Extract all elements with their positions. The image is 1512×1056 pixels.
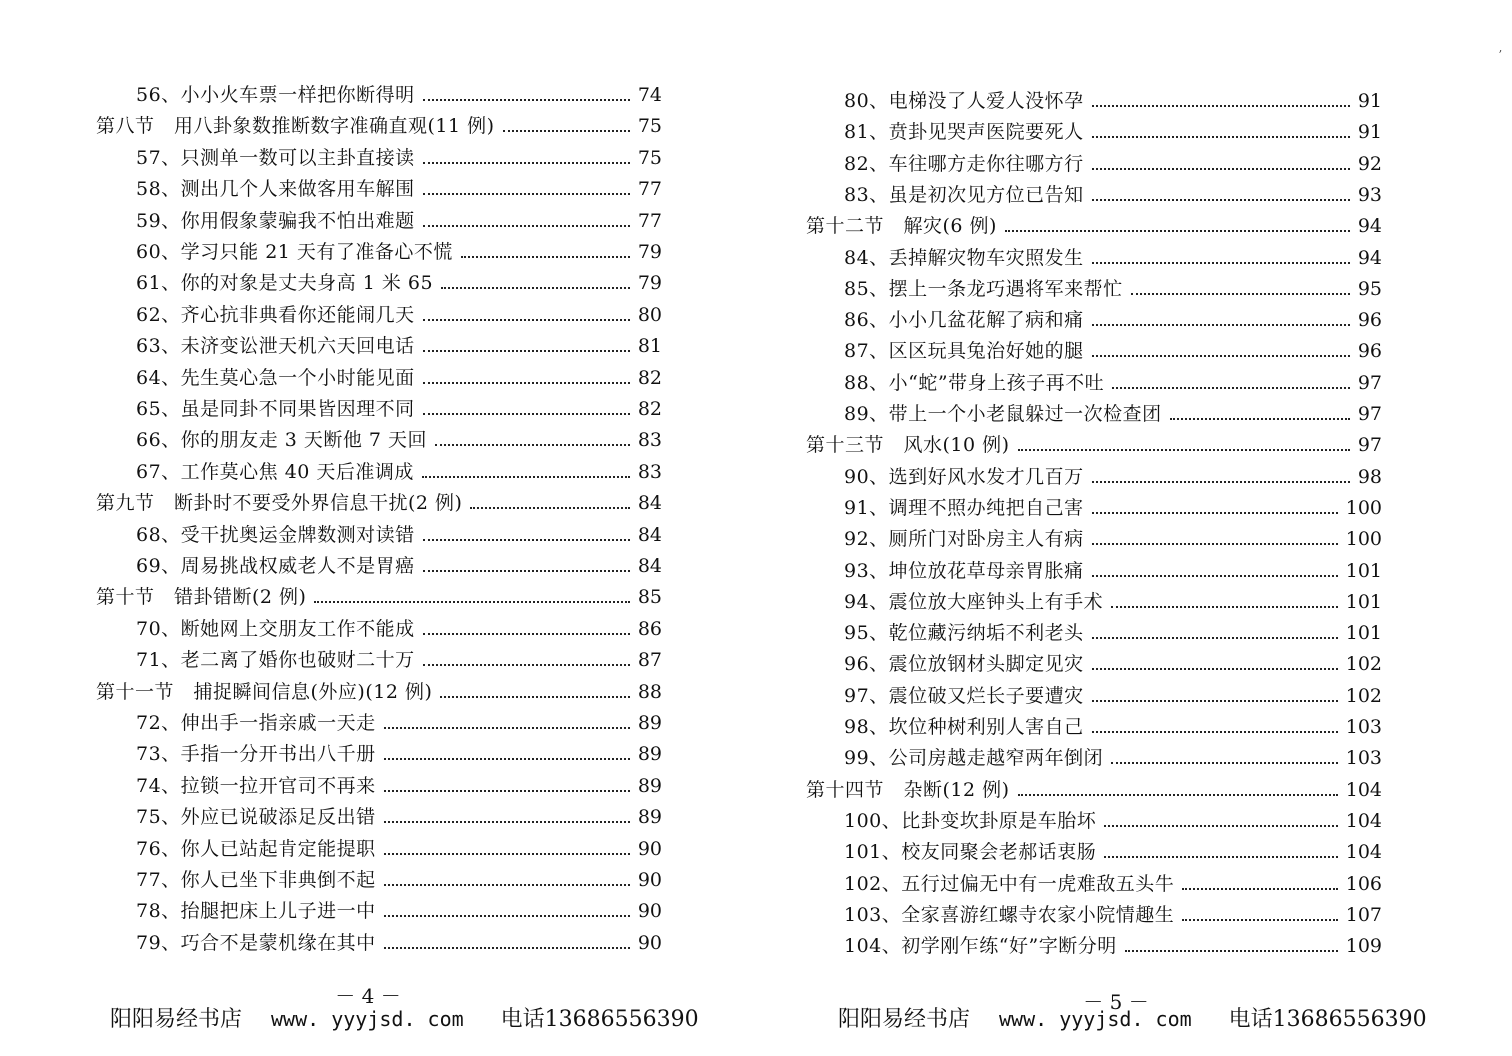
toc-entry-page: 94 bbox=[1357, 246, 1382, 269]
toc-entry bbox=[844, 933, 1382, 959]
toc-entry-title: 97、震位破又烂长子要遭灾 bbox=[844, 684, 1084, 707]
toc-entry-page: 94 bbox=[1357, 215, 1382, 238]
toc-entry-page: 103 bbox=[1345, 747, 1382, 770]
toc-entry-title: 第八节 用八卦象数推断数字准确直观(11 例) bbox=[96, 115, 495, 138]
dot-leader bbox=[1182, 917, 1337, 921]
toc-entry-page: 90 bbox=[637, 869, 662, 891]
toc-entry bbox=[844, 307, 1382, 333]
dot-leader bbox=[1092, 698, 1338, 702]
toc-entry-title: 102、五行过偏无中有一虎难敌五头牛 bbox=[844, 872, 1175, 895]
dot-leader bbox=[1182, 886, 1337, 890]
toc-entry bbox=[844, 871, 1382, 897]
toc-entry bbox=[136, 302, 662, 328]
toc-entry-page: 90 bbox=[637, 931, 662, 954]
toc-entry-page: 80 bbox=[637, 303, 662, 326]
toc-entry-title: 90、选到好风水发才几百万 bbox=[844, 465, 1084, 488]
toc-entry bbox=[844, 683, 1382, 709]
dot-leader bbox=[1092, 635, 1338, 639]
footer-phone: 电话13686556390 bbox=[500, 1007, 699, 1032]
toc-entry-page: 109 bbox=[1345, 935, 1382, 958]
dot-leader bbox=[1131, 291, 1350, 295]
toc-entry-page: 79 bbox=[637, 272, 662, 295]
toc-entry-title: 82、车往哪方走你往哪方行 bbox=[844, 152, 1084, 175]
footer-shop-name: 阳阳易经书店 bbox=[838, 1007, 971, 1032]
toc-entry-title: 第十节 错卦错断(2 例) bbox=[96, 586, 307, 609]
toc-entry-title: 61、你的对象是丈夫身高 1 米 65 bbox=[136, 272, 434, 295]
dot-leader bbox=[423, 411, 630, 415]
toc-entry bbox=[136, 867, 662, 893]
dot-leader bbox=[422, 474, 630, 478]
toc-entry bbox=[844, 495, 1382, 521]
page-number-right: － 5 － bbox=[1083, 990, 1149, 1014]
toc-entry bbox=[136, 710, 662, 736]
toc-entry-page: 74 bbox=[637, 84, 662, 106]
toc-entry bbox=[136, 773, 662, 799]
toc-entry-title: 104、初学刚乍练“好”字断分明 bbox=[844, 935, 1117, 958]
footer-website: www. yyyjsd. com bbox=[999, 1007, 1192, 1031]
toc-entry-page: 91 bbox=[1357, 90, 1382, 112]
dot-leader bbox=[1170, 416, 1350, 420]
toc-entry-title: 74、拉锁一拉开官司不再来 bbox=[136, 774, 376, 797]
dot-leader bbox=[423, 317, 630, 321]
footer-phone: 电话13686556390 bbox=[1228, 1007, 1427, 1032]
toc-entry bbox=[136, 898, 662, 924]
toc-entry-page: 93 bbox=[1357, 183, 1382, 206]
page-number-left: － 4 － bbox=[335, 984, 401, 1008]
right-page bbox=[756, 0, 1512, 1056]
toc-entry-title: 78、抬腿把床上儿子进一中 bbox=[136, 900, 376, 923]
footer-right bbox=[838, 1002, 1427, 1033]
toc-entry bbox=[844, 589, 1382, 615]
toc-entry bbox=[136, 741, 662, 767]
footer-shop-name: 阳阳易经书店 bbox=[110, 1007, 243, 1032]
dot-leader bbox=[1092, 666, 1338, 670]
dot-leader bbox=[441, 285, 630, 289]
toc-entry-page: 104 bbox=[1345, 841, 1382, 864]
dot-leader bbox=[384, 913, 630, 917]
toc-entry-title: 100、比卦变坎卦原是车胎坏 bbox=[844, 809, 1097, 832]
dot-leader bbox=[1112, 385, 1350, 389]
toc-entry-title: 第十一节 捕捉瞬间信息(外应)(12 例) bbox=[96, 680, 433, 703]
toc-entry-page: 81 bbox=[637, 335, 662, 358]
toc-entry-title: 86、小小几盆花解了病和痛 bbox=[844, 309, 1084, 332]
toc-entry bbox=[136, 145, 662, 171]
toc-entry-page: 84 bbox=[637, 492, 662, 515]
dot-leader bbox=[423, 631, 630, 635]
dot-leader bbox=[384, 756, 630, 760]
toc-entry-page: 83 bbox=[637, 429, 662, 452]
dot-leader bbox=[423, 191, 630, 195]
toc-entry bbox=[136, 427, 662, 453]
toc-entry-page: 97 bbox=[1357, 434, 1382, 457]
toc-entry bbox=[136, 208, 662, 234]
toc-entry-page: 102 bbox=[1345, 684, 1382, 707]
toc-entry bbox=[136, 459, 662, 485]
toc-entry-title: 第九节 断卦时不要受外界信息干扰(2 例) bbox=[96, 492, 463, 515]
toc-entry bbox=[844, 276, 1382, 302]
toc-entry bbox=[136, 804, 662, 830]
toc-entry-page: 87 bbox=[637, 649, 662, 672]
dot-leader bbox=[1018, 447, 1350, 451]
toc-entry-title: 68、受干扰奥运金牌数测对读错 bbox=[136, 523, 415, 546]
dot-leader bbox=[423, 223, 630, 227]
dot-leader bbox=[1104, 823, 1337, 827]
toc-entry-title: 第十二节 解灾(6 例) bbox=[806, 215, 997, 238]
dot-leader bbox=[384, 819, 630, 823]
toc-entry bbox=[136, 930, 662, 956]
toc-entry-title: 80、电梯没了人爱人没怀孕 bbox=[844, 90, 1084, 112]
dot-leader bbox=[470, 505, 629, 509]
toc-entry-page: 89 bbox=[637, 806, 662, 829]
dot-leader bbox=[1092, 134, 1350, 138]
toc-section-heading bbox=[806, 213, 1382, 239]
toc-entry-page: 100 bbox=[1345, 496, 1382, 519]
toc-entry-page: 100 bbox=[1345, 528, 1382, 551]
dot-leader bbox=[1092, 479, 1350, 483]
toc-entry bbox=[136, 239, 662, 265]
toc-entry-page: 79 bbox=[637, 241, 662, 263]
toc-entry bbox=[844, 88, 1382, 114]
dot-leader bbox=[423, 568, 630, 572]
toc-entry-title: 59、你用假象蒙骗我不怕出难题 bbox=[136, 209, 415, 232]
toc-entry-page: 84 bbox=[637, 523, 662, 546]
toc-entry-title: 63、未济变讼泄天机六天回电话 bbox=[136, 335, 415, 358]
dot-leader bbox=[435, 442, 630, 446]
toc-entry-page: 82 bbox=[637, 398, 662, 420]
dot-leader bbox=[1092, 729, 1338, 733]
toc-entry bbox=[844, 338, 1382, 364]
toc-entry-title: 93、坤位放花草母亲胃胀痛 bbox=[844, 559, 1084, 582]
dot-leader bbox=[1092, 166, 1350, 170]
dot-leader bbox=[1092, 197, 1350, 201]
footer-website: www. yyyjsd. com bbox=[271, 1007, 464, 1031]
toc-entry-page: 75 bbox=[637, 146, 662, 169]
toc-entry-page: 89 bbox=[637, 774, 662, 797]
toc-entry-title: 83、虽是初次见方位已告知 bbox=[844, 183, 1084, 206]
toc-entry bbox=[844, 119, 1382, 145]
dot-leader bbox=[1092, 103, 1350, 107]
toc-entry-page: 82 bbox=[637, 366, 662, 389]
toc-entry-title: 58、测出几个人来做客用车解围 bbox=[136, 178, 415, 201]
toc-entry-page: 101 bbox=[1345, 622, 1382, 645]
toc-entry-title: 69、周易挑战权威老人不是胃癌 bbox=[136, 555, 415, 577]
toc-entry-page: 95 bbox=[1357, 277, 1382, 300]
toc-entry-title: 第十三节 风水(10 例) bbox=[806, 434, 1010, 457]
toc-entry-title: 96、震位放钢材头脚定见灾 bbox=[844, 653, 1084, 676]
toc-entry bbox=[136, 396, 662, 422]
dot-leader bbox=[1018, 792, 1338, 796]
toc-entry-title: 57、只测单一数可以主卦直接读 bbox=[136, 146, 415, 169]
dot-leader bbox=[384, 945, 630, 949]
toc-entry-title: 87、区区玩具兔治好她的腿 bbox=[844, 340, 1084, 363]
toc-entry bbox=[136, 82, 662, 108]
toc-entry-title: 76、你人已站起肯定能提职 bbox=[136, 837, 376, 860]
toc-entry bbox=[136, 616, 662, 642]
toc-entry-page: 106 bbox=[1345, 872, 1382, 895]
dot-leader bbox=[314, 599, 629, 603]
toc-entry-title: 98、坎位种树利别人害自己 bbox=[844, 716, 1084, 738]
dot-leader bbox=[1092, 573, 1338, 577]
toc-entry-title: 92、厕所门对卧房主人有病 bbox=[844, 528, 1084, 551]
toc-entry bbox=[136, 553, 662, 579]
toc-entry bbox=[844, 902, 1382, 928]
toc-entry-page: 92 bbox=[1357, 152, 1382, 175]
dot-leader bbox=[1125, 948, 1338, 952]
toc-entry-page: 103 bbox=[1345, 716, 1382, 738]
toc-entry-page: 104 bbox=[1345, 809, 1382, 832]
toc-entry-title: 81、贲卦见哭声医院要死人 bbox=[844, 121, 1084, 144]
toc-entry-page: 77 bbox=[637, 209, 662, 232]
toc-entry-title: 56、小小火车票一样把你断得明 bbox=[136, 84, 415, 106]
dot-leader bbox=[423, 662, 630, 666]
toc-entry bbox=[136, 836, 662, 862]
toc-entry-page: 89 bbox=[637, 712, 662, 734]
toc-entry-title: 101、校友同聚会老郝话衷肠 bbox=[844, 841, 1097, 864]
toc-entry-page: 84 bbox=[637, 555, 662, 577]
dot-leader bbox=[440, 694, 629, 698]
toc-entry-page: 107 bbox=[1345, 903, 1382, 926]
toc-entry-page: 77 bbox=[637, 178, 662, 201]
toc-entry-title: 103、全家喜游红螺寺农家小院情趣生 bbox=[844, 903, 1175, 926]
toc-entry bbox=[136, 647, 662, 673]
toc-section-heading bbox=[96, 584, 662, 610]
toc-entry-title: 89、带上一个小老鼠躲过一次检查团 bbox=[844, 403, 1162, 425]
toc-entry bbox=[136, 365, 662, 391]
toc-entry bbox=[844, 808, 1382, 834]
toc-entry-title: 62、齐心抗非典看你还能闹几天 bbox=[136, 303, 415, 326]
toc-entry-page: 101 bbox=[1345, 590, 1382, 613]
dot-leader bbox=[1092, 510, 1338, 514]
dot-leader bbox=[461, 254, 630, 258]
toc-entry bbox=[844, 620, 1382, 646]
toc-entry-page: 86 bbox=[637, 617, 662, 640]
footer-left bbox=[110, 1002, 699, 1033]
toc-entry-title: 77、你人已坐下非典倒不起 bbox=[136, 869, 376, 891]
toc-entry-page: 102 bbox=[1345, 653, 1382, 676]
dot-leader bbox=[1092, 322, 1350, 326]
right-toc bbox=[756, 0, 1512, 1056]
toc-entry bbox=[844, 151, 1382, 177]
dot-leader bbox=[1092, 260, 1350, 264]
toc-entry bbox=[844, 558, 1382, 584]
toc-entry bbox=[136, 176, 662, 202]
toc-entry-title: 84、丢掉解灾物车灾照发生 bbox=[844, 246, 1084, 269]
toc-entry-page: 96 bbox=[1357, 309, 1382, 332]
toc-entry-title: 88、小“蛇”带身上孩子再不吐 bbox=[844, 371, 1105, 394]
toc-entry-title: 85、摆上一条龙巧遇将军来帮忙 bbox=[844, 277, 1123, 300]
toc-section-heading bbox=[96, 679, 662, 705]
toc-entry-page: 89 bbox=[637, 743, 662, 766]
toc-entry-title: 64、先生莫心急一个小时能见面 bbox=[136, 366, 415, 389]
toc-entry-title: 65、虽是同卦不同果皆因理不同 bbox=[136, 398, 415, 420]
dot-leader bbox=[1111, 604, 1338, 608]
toc-entry-page: 97 bbox=[1357, 403, 1382, 425]
toc-entry-page: 90 bbox=[637, 900, 662, 923]
toc-entry bbox=[136, 522, 662, 548]
toc-entry-title: 95、乾位藏污纳垢不利老头 bbox=[844, 622, 1084, 645]
toc-entry-page: 85 bbox=[637, 586, 662, 609]
toc-section-heading bbox=[806, 432, 1382, 458]
dot-leader bbox=[423, 97, 630, 101]
toc-section-heading bbox=[96, 490, 662, 516]
toc-entry bbox=[844, 714, 1382, 740]
toc-entry bbox=[136, 270, 662, 296]
toc-entry-title: 79、巧合不是蒙机缘在其中 bbox=[136, 931, 376, 954]
toc-entry bbox=[844, 464, 1382, 490]
toc-entry-title: 73、手指一分开书出八千册 bbox=[136, 743, 376, 766]
toc-entry bbox=[844, 839, 1382, 865]
dot-leader bbox=[384, 725, 630, 729]
dot-leader bbox=[503, 128, 630, 132]
toc-entry-page: 91 bbox=[1357, 121, 1382, 144]
dot-leader bbox=[384, 788, 630, 792]
dot-leader bbox=[423, 348, 630, 352]
toc-entry-page: 90 bbox=[637, 837, 662, 860]
toc-entry-title: 60、学习只能 21 天有了准备心不慌 bbox=[136, 241, 453, 263]
toc-entry-page: 83 bbox=[637, 460, 662, 483]
toc-entry-title: 94、震位放大座钟头上有手术 bbox=[844, 590, 1104, 613]
toc-entry bbox=[844, 370, 1382, 396]
toc-entry-title: 71、老二离了婚你也破财二十万 bbox=[136, 649, 415, 672]
toc-entry-title: 第十四节 杂断(12 例) bbox=[806, 778, 1010, 801]
toc-section-heading bbox=[806, 777, 1382, 803]
scan-artifact: ʼ bbox=[1498, 48, 1502, 62]
toc-entry-page: 101 bbox=[1345, 559, 1382, 582]
dot-leader bbox=[423, 160, 630, 164]
toc-entry-title: 66、你的朋友走 3 天断他 7 天回 bbox=[136, 429, 428, 452]
toc-section-heading bbox=[96, 113, 662, 139]
toc-entry bbox=[844, 182, 1382, 208]
toc-entry-title: 99、公司房越走越窄两年倒闭 bbox=[844, 747, 1104, 770]
toc-entry-title: 70、断她网上交朋友工作不能成 bbox=[136, 617, 415, 640]
dot-leader bbox=[1092, 541, 1338, 545]
toc-entry-page: 104 bbox=[1345, 778, 1382, 801]
toc-entry bbox=[844, 245, 1382, 271]
toc-entry-title: 72、伸出手一指亲戚一天走 bbox=[136, 712, 376, 734]
toc-entry bbox=[844, 526, 1382, 552]
toc-entry-page: 75 bbox=[637, 115, 662, 138]
toc-entry-page: 97 bbox=[1357, 371, 1382, 394]
dot-leader bbox=[423, 537, 630, 541]
dot-leader bbox=[1104, 854, 1337, 858]
toc-entry bbox=[844, 401, 1382, 427]
toc-entry bbox=[844, 745, 1382, 771]
dot-leader bbox=[1005, 228, 1350, 232]
dot-leader bbox=[423, 380, 630, 384]
toc-entry bbox=[844, 651, 1382, 677]
dot-leader bbox=[384, 851, 630, 855]
toc-entry-page: 96 bbox=[1357, 340, 1382, 363]
dot-leader bbox=[1111, 760, 1338, 764]
toc-entry-title: 91、调理不照办纯把自己害 bbox=[844, 496, 1084, 519]
toc-entry-title: 75、外应已说破添足反出错 bbox=[136, 806, 376, 829]
dot-leader bbox=[1092, 353, 1350, 357]
toc-entry-title: 67、工作莫心焦 40 天后准调成 bbox=[136, 460, 414, 483]
toc-entry-page: 98 bbox=[1357, 465, 1382, 488]
toc-entry-page: 88 bbox=[637, 680, 662, 703]
toc-entry bbox=[136, 333, 662, 359]
dot-leader bbox=[384, 882, 630, 886]
